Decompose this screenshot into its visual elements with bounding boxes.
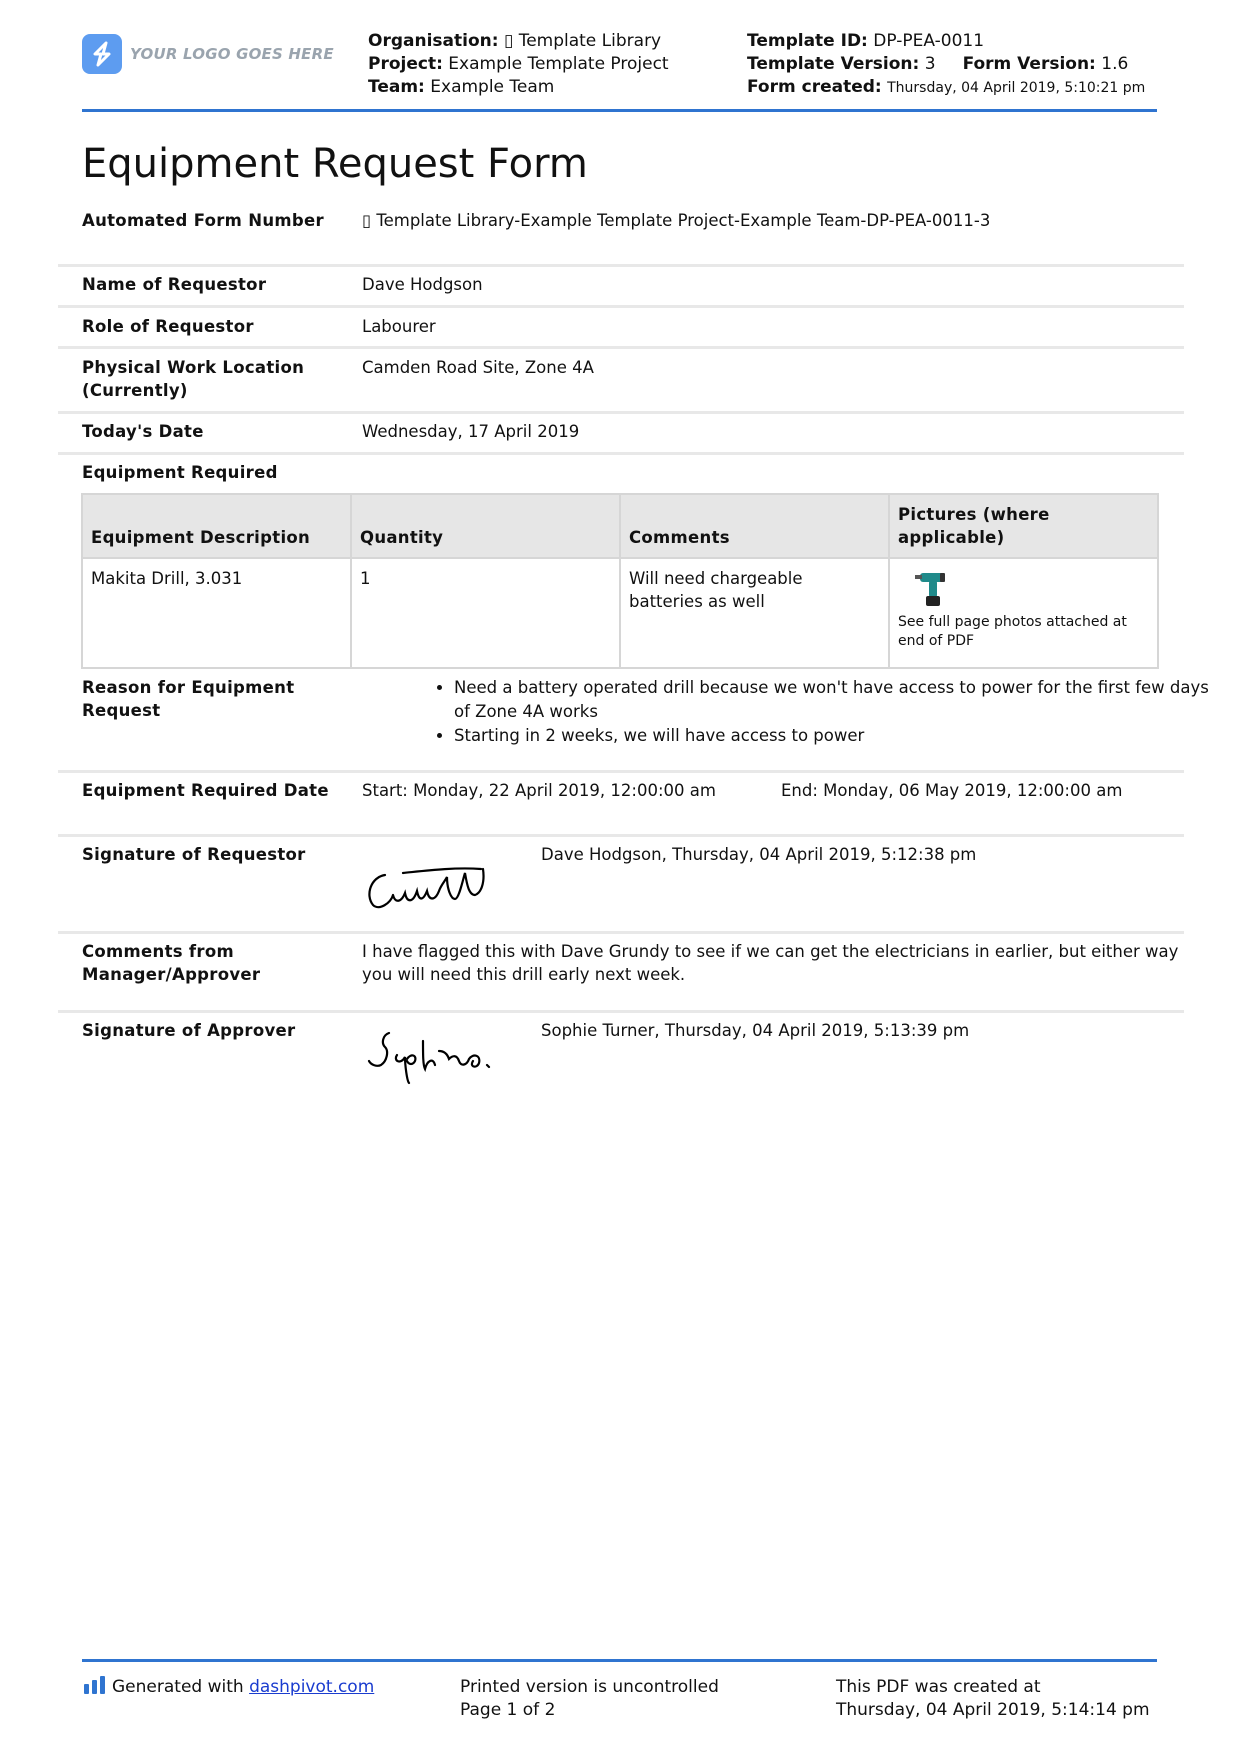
drill-thumbnail[interactable] bbox=[914, 567, 954, 611]
pdf-created-label: This PDF was created at bbox=[836, 1677, 1041, 1697]
required-date-label: Equipment Required Date bbox=[82, 781, 329, 800]
col-header-description: Equipment Description bbox=[82, 494, 351, 558]
footer-generated bbox=[84, 1676, 374, 1701]
date-row bbox=[58, 420, 1184, 455]
equipment-table bbox=[81, 493, 1159, 669]
col-header-pictures: Pictures (where applicable) bbox=[889, 494, 1158, 558]
org-label: Organisation: bbox=[368, 31, 499, 51]
requestor-signed-by: Dave Hodgson, Thursday, 04 April 2019, 5:12:38 pm bbox=[541, 845, 977, 864]
footer-status bbox=[460, 1676, 719, 1722]
template-version-label: Template Version: bbox=[747, 54, 920, 74]
template-version-value: 3 bbox=[924, 54, 936, 74]
picture-note: See full page photos attached at end of PDF bbox=[898, 614, 1127, 649]
date-label: Today's Date bbox=[82, 422, 204, 441]
pdf-created-value: Thursday, 04 April 2019, 5:14:14 pm bbox=[836, 1700, 1150, 1720]
form-version-label: Form Version: bbox=[962, 54, 1096, 74]
team-value: Example Team bbox=[430, 77, 555, 97]
dashpivot-icon bbox=[84, 1676, 106, 1701]
date-value: Wednesday, 17 April 2019 bbox=[362, 422, 580, 441]
location-row bbox=[58, 356, 1184, 414]
reason-list bbox=[428, 676, 1219, 748]
manager-comments-label: Comments from Manager/Approver bbox=[82, 942, 261, 984]
project-label: Project: bbox=[368, 54, 443, 74]
footer-divider bbox=[82, 1659, 1157, 1662]
page-title: Equipment Request Form bbox=[82, 141, 588, 187]
header-project-info bbox=[368, 30, 669, 99]
requestor-name-label: Name of Requestor bbox=[82, 275, 267, 294]
company-logo bbox=[82, 34, 334, 74]
cell-pictures bbox=[889, 558, 1158, 668]
location-value: Camden Road Site, Zone 4A bbox=[362, 358, 594, 377]
header-template-info bbox=[747, 30, 1145, 100]
approver-signature-label: Signature of Approver bbox=[82, 1021, 296, 1040]
list-item: • Need a battery operated drill because we won't have access to power for the first few days of Zone 4A works bbox=[454, 676, 1219, 724]
org-value: ▯ Template Library bbox=[503, 31, 662, 51]
approver-signed-by: Sophie Turner, Thursday, 04 April 2019, 5:13:39 pm bbox=[541, 1021, 970, 1040]
col-header-comments: Comments bbox=[620, 494, 889, 558]
reason-label: Reason for Equipment Request bbox=[82, 678, 295, 720]
required-date-row bbox=[58, 779, 1184, 837]
dashpivot-link[interactable]: dashpivot.com bbox=[249, 1677, 375, 1697]
template-id-label: Template ID: bbox=[747, 31, 868, 51]
template-id-value: DP-PEA-0011 bbox=[873, 31, 985, 51]
header-divider bbox=[82, 109, 1157, 112]
approver-signature-image bbox=[363, 1025, 513, 1091]
cell-comments: Will need chargeable batteries as well bbox=[620, 558, 889, 668]
page-number: Page 1 of 2 bbox=[460, 1700, 556, 1720]
required-date-end: End: Monday, 06 May 2019, 12:00:00 am bbox=[781, 781, 1123, 800]
project-value: Example Template Project bbox=[448, 54, 669, 74]
requestor-signature-label: Signature of Requestor bbox=[82, 845, 306, 864]
form-number-row bbox=[58, 209, 1184, 267]
requestor-role-row bbox=[58, 315, 1184, 349]
form-version-value: 1.6 bbox=[1101, 54, 1129, 74]
requestor-role-label: Role of Requestor bbox=[82, 317, 254, 336]
form-number-label: Automated Form Number bbox=[82, 211, 324, 230]
manager-comments-value: I have flagged this with Dave Grundy to see if we can get the electricians in earlier, but either way you will need this drill early next week. bbox=[362, 942, 1179, 984]
generated-prefix: Generated with bbox=[112, 1677, 244, 1697]
requestor-name-row bbox=[58, 273, 1184, 308]
reason-row bbox=[58, 676, 1209, 773]
manager-comments-row bbox=[58, 940, 1184, 1013]
equipment-required-label: Equipment Required bbox=[82, 463, 278, 482]
requestor-signature-image bbox=[363, 855, 503, 919]
col-header-quantity: Quantity bbox=[351, 494, 620, 558]
list-item: • Starting in 2 weeks, we will have access to power bbox=[454, 724, 1219, 748]
equipment-table-header bbox=[82, 494, 1158, 558]
form-number-value: ▯ Template Library-Example Template Project-Example Team-DP-PEA-0011-3 bbox=[362, 211, 991, 230]
approver-signature-row bbox=[58, 1019, 1184, 1099]
footer-created bbox=[836, 1676, 1150, 1722]
required-date-start: Start: Monday, 22 April 2019, 12:00:00 am bbox=[362, 781, 716, 800]
location-label: Physical Work Location (Currently) bbox=[82, 358, 305, 400]
logo-icon bbox=[82, 34, 122, 74]
requestor-signature-row bbox=[58, 843, 1184, 934]
table-row bbox=[82, 558, 1158, 668]
team-label: Team: bbox=[368, 77, 425, 97]
logo-text: YOUR LOGO GOES HERE bbox=[130, 45, 334, 63]
equipment-required-row bbox=[58, 461, 1184, 485]
form-created-label: Form created: bbox=[747, 77, 882, 97]
cell-description: Makita Drill, 3.031 bbox=[82, 558, 351, 668]
uncontrolled-note: Printed version is uncontrolled bbox=[460, 1677, 719, 1697]
form-created-value: Thursday, 04 April 2019, 5:10:21 pm bbox=[887, 80, 1146, 96]
requestor-role-value: Labourer bbox=[362, 317, 436, 336]
requestor-name-value: Dave Hodgson bbox=[362, 275, 483, 294]
cell-quantity: 1 bbox=[351, 558, 620, 668]
